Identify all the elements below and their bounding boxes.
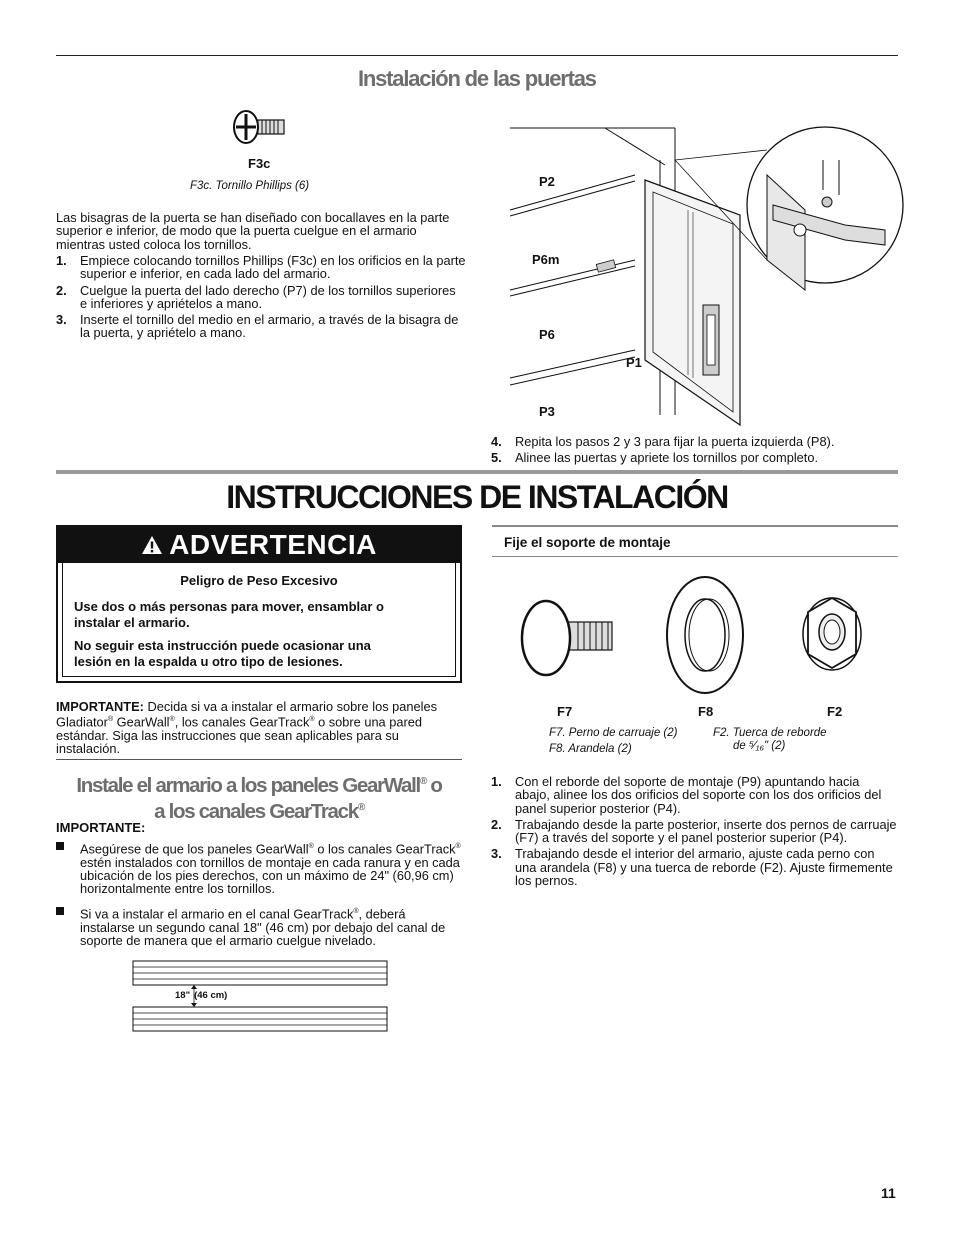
f7-label: F7 [557,704,573,719]
diagram-label-p2: P2 [539,174,555,189]
page-number: 11 [881,1185,896,1201]
washer-icon [665,575,745,695]
diagram-label-p1: P1 [626,355,642,370]
bracket-header-top-rule [492,525,898,527]
f2-caption-line-2: de ⁵⁄₁₆" (2) [733,740,786,752]
doors-steps [56,254,466,343]
bullet-square-icon [56,907,64,915]
bracket-steps [491,775,897,890]
gearwall-section-title: Instale el armario a los paneles GearWall® o a los canales GearTrack® [76,773,442,823]
doors-step-3: 3. Inserte el tornillo del medio en el armario, a través de la bisagra de la puerta, y apriételo a mano. [56,312,459,341]
f2-caption-line-1: F2. Tuerca de reborde [713,727,827,739]
f7-caption: F7. Perno de carruaje (2) [549,727,678,739]
washer-figure [665,575,745,695]
f8-label: F8 [698,704,714,719]
doors-section-title: Instalación de las puertas [358,66,596,91]
flange-nut-figure [800,592,864,672]
warning-header-label: ADVERTENCIA [169,529,377,560]
gearwall-bullet-2: Si va a instalar el armario en el canal GearTrack®, deberá instalarse un segundo canal 18" (46 cm) por debajo del canal de soporte de manera que el armario cuelgue nivelado. [56,905,462,947]
f8-caption: F8. Arandela (2) [549,743,632,755]
bracket-step-3: 3. Trabajando desde el interior del armario, ajuste cada perno con una arandela (F8) y una tuerca de reborde (F2). Ajuste firmemente los pernos. [491,846,893,889]
doors-step-4: 4. Repita los pasos 2 y 3 para fijar la puerta izquierda (P8). [491,434,835,449]
doors-step-2: 2. Cuelgue la puerta del lado derecho (P7) de los tornillos superiores e inferiores y apriételos a mano. [56,282,456,311]
important-label: IMPORTANTE: [56,699,144,714]
gearwall-important-label: IMPORTANTE: [56,820,146,835]
warning-heading: Peligro de Peso Excesivo [180,573,338,588]
phillips-screw-icon [230,108,290,148]
warning-line-1: Use dos o más personas para mover, ensamblar o instalar el armario. [74,599,384,630]
diagram-label-p3: P3 [539,404,555,419]
warning-box [56,525,462,683]
diagram-label-p6: P6 [539,327,555,342]
doors-step-1: 1. Empiece colocando tornillos Phillips (F3c) en los orificios en la parte superior e inferior, en cada lado del armario. [56,253,466,282]
doors-intro: Las bisagras de la puerta se han diseñado con bocallaves en la parte superior e inferior, de modo que la puerta cuelgue en el armario mientras usted coloca los tornillos. [56,210,450,252]
diagram-label-p6m: P6m [532,252,560,267]
section-divider [56,470,898,474]
important-paragraph: IMPORTANTE: Decida si va a instalar el armario sobre los paneles Gladiator® GearWall®, los canales GearTrack® o sobre una pared estándar. Siga las instrucciones que sean aplicables para su instalación. [56,699,437,757]
important-rule [56,759,462,760]
flange-nut-icon [800,592,864,672]
bracket-header-bottom-rule [492,556,898,557]
geartrack-measure-label: 18" (46 cm) [175,990,228,1001]
phillips-screw-figure [230,108,290,148]
gearwall-bullet-1: Asegúrese de que los paneles GearWall® o los canales GearTrack® estén instalados con tornillos de montaje en cada ranura y en cada ubicación de los pies derechos, con un máximo de 24" (60,96 cm) horizontalmente entre los tornillos. [56,840,462,895]
f3c-label: F3c [248,156,271,171]
geartrack-spacing-diagram [130,958,390,1034]
bullet-square-icon [56,842,64,850]
carriage-bolt-icon [518,598,618,678]
bracket-section-title: Fije el soporte de montaje [504,535,671,550]
warning-line-2: No seguir esta instrucción puede ocasionar una lesión en la espalda u otro tipo de lesiones. [74,638,371,669]
bracket-step-1: 1. Con el reborde del soporte de montaje (P9) apuntando hacia abajo, alinee los dos orificios del soporte con los dos orificios del panel superior posterior (P4). [491,774,882,816]
doors-steps-continued [491,435,901,468]
warning-header [58,527,460,563]
top-rule [56,55,898,56]
f2-label: F2 [827,704,843,719]
warning-triangle-icon [141,535,163,555]
doors-step-5: 5. Alinee las puertas y apriete los tornillos por completo. [491,450,819,466]
main-title: INSTRUCCIONES DE INSTALACIÓN [226,479,728,515]
carriage-bolt-figure [518,598,618,678]
geartrack-channels-illustration [130,958,390,1034]
bracket-step-2: 2. Trabajando desde la parte posterior, inserte dos pernos de carruaje (F7) a través del soporte y el panel posterior superior (P4). [491,816,897,846]
cabinet-door-illustration [505,120,905,430]
f3c-caption: F3c. Tornillo Phillips (6) [190,180,310,192]
door-installation-diagram [505,120,905,430]
gearwall-bullets [56,840,462,958]
